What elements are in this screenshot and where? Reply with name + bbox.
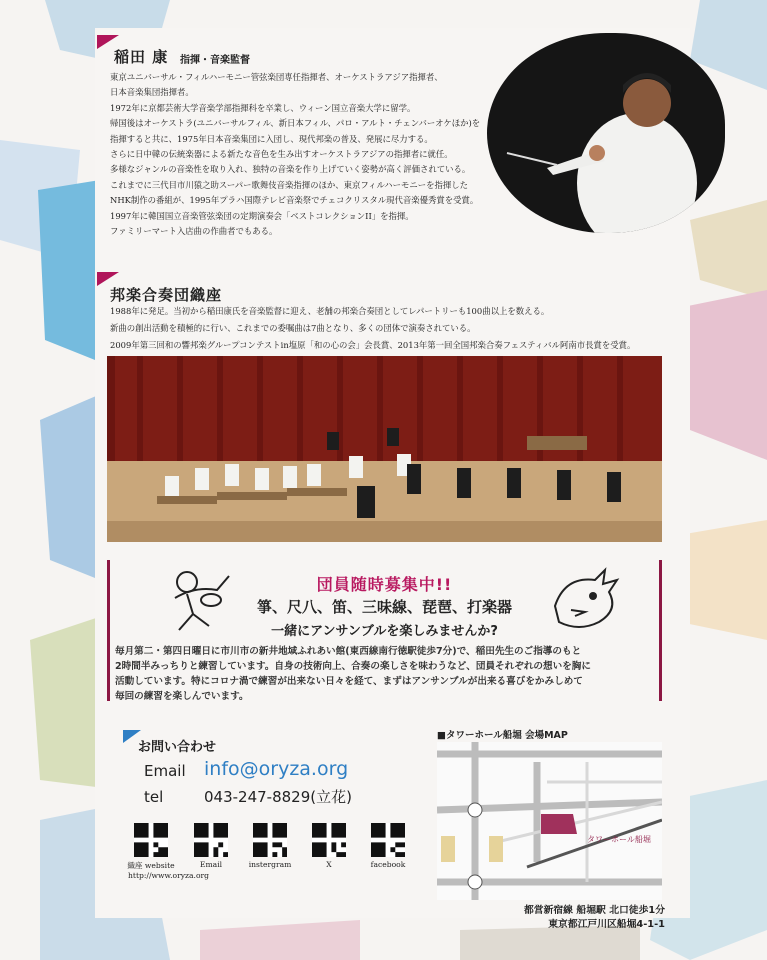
director-name: 稲田 康 (114, 48, 169, 66)
recruit-line: 2時間半みっちりと練習しています。自身の技術向上、合奏の楽しさを味わうなど、団員それぞれの想いを胸に (115, 661, 591, 672)
recruit-body (115, 644, 591, 704)
map-venue-label: タワーホール船堀 (587, 835, 651, 844)
ensemble-line: 新曲の創出活動を積極的に行い、これまでの委嘱曲は7曲となり、多くの団体で演奏されている。 (110, 323, 476, 333)
director-role: 指揮・音楽監督 (180, 55, 250, 66)
ensemble-name: 邦楽合奏団織座 (110, 286, 223, 304)
qr-code-facebook-icon[interactable] (371, 823, 405, 857)
ensemble-text (110, 303, 635, 354)
recruit-line: 毎月第二・第四日曜日に市川市の新井地域ふれあい館(東西線南行徳駅徒歩7分)で、稲田先生のご指導のもと (115, 646, 582, 657)
bio-line: NHK制作の番組が、1995年プラハ国際テレビ音楽祭でチェコクリスタル現代音楽優秀賞を受賞。 (110, 195, 479, 206)
conductor-photo (487, 33, 725, 233)
bio-line: さらに日中韓の伝統楽器による新たな音色を生み出すオーケストラアジアの指揮者に就任。 (110, 149, 453, 160)
access-line: 都営新宿線 船堀駅 北口徒歩1分 (524, 905, 665, 916)
qr-code-x-icon[interactable] (312, 823, 346, 857)
email-label: Email (144, 762, 186, 780)
qr-label: X (326, 860, 332, 869)
qr-label: instergram (248, 860, 292, 869)
recruit-box (107, 560, 662, 705)
ensemble-photo (107, 356, 662, 542)
bio-line: 多様なジャンルの音楽性を取り入れ、独特の音楽を作り上げていく姿勢が高く評価されている。 (110, 164, 471, 175)
recruit-line: 活動しています。特にコロナ渦で練習が出来ない日々を経て、まずはアンサンブルが出来る喜びをかみしめて (115, 676, 583, 687)
qr-label: facebook (370, 860, 406, 869)
qr-label: 織座 website (127, 861, 175, 870)
qr-label: Email (199, 860, 223, 869)
email-link[interactable]: info@oryza.org (204, 758, 349, 780)
ensemble-line: 1988年に発足。当初から稲田康氏を音楽監督に迎え、老舗の邦楽合奏団としてレパートリーも100曲以上を数える。 (110, 306, 550, 316)
bio-line: 帰国後はオーケストラ(ユニバーサルフィル、新日本フィル、パロ・アルト・チェンバーオケほか)を (110, 118, 481, 129)
bio-line: 1997年に韓国国立音楽管弦楽団の定期演奏会「ベストコレクションII」を指揮。 (110, 210, 414, 221)
map-title: ■タワーホール船堀 会場MAP (437, 730, 568, 741)
ensemble-line: 2009年第三回和の響邦楽グループコンテストin塩原「和の心の会」会長賞、2013年第一回全国邦楽合奏フェスティバル阿南市長賞を受賞。 (110, 340, 636, 350)
tel-label: tel (144, 788, 164, 806)
website-url[interactable]: http://www.oryza.org (128, 871, 210, 880)
address-line: 東京都江戸川区船堀4-1-1 (548, 919, 665, 930)
bio-line: 指揮すると共に、1975年日本音楽集団に入団し、現代邦楽の普及、発展に尽力する。 (110, 133, 433, 144)
director-bio (110, 70, 530, 239)
qr-code-email-icon[interactable] (194, 823, 228, 857)
bio-line: ファミリーマート入店曲の作曲者でもある。 (110, 226, 278, 237)
contact-heading: お問い合わせ (138, 740, 217, 755)
bio-line: 日本音楽集団指揮者。 (110, 87, 194, 98)
bio-line: 東京ユニバーサル・フィルハーモニー管弦楽団専任指揮者、オーケストラアジア指揮者、 (110, 72, 443, 82)
qr-code-instagram-icon[interactable] (253, 823, 287, 857)
recruit-instruments: 箏、尺八、笛、三味線、琵琶、打楽器 (256, 598, 512, 616)
bio-line: これまでに三代目市川猿之助スーパー歌舞伎音楽指揮のほか、東京フィルハーモニーを指揮した (110, 179, 469, 190)
recruit-subtitle: 一緒にアンサンブルを楽しみませんか? (271, 624, 498, 639)
tel-number[interactable]: 043-247-8829(立花) (204, 788, 352, 806)
venue-map (437, 742, 662, 900)
qr-code-website-icon[interactable] (134, 823, 168, 857)
bio-line: 1972年に京都芸術大学音楽学部指揮科を卒業し、ウィーン国立音楽大学に留学。 (110, 102, 416, 113)
recruit-title: 団員随時募集中!! (316, 575, 453, 594)
recruit-line: 毎回の練習を楽しんでいます。 (115, 691, 249, 702)
